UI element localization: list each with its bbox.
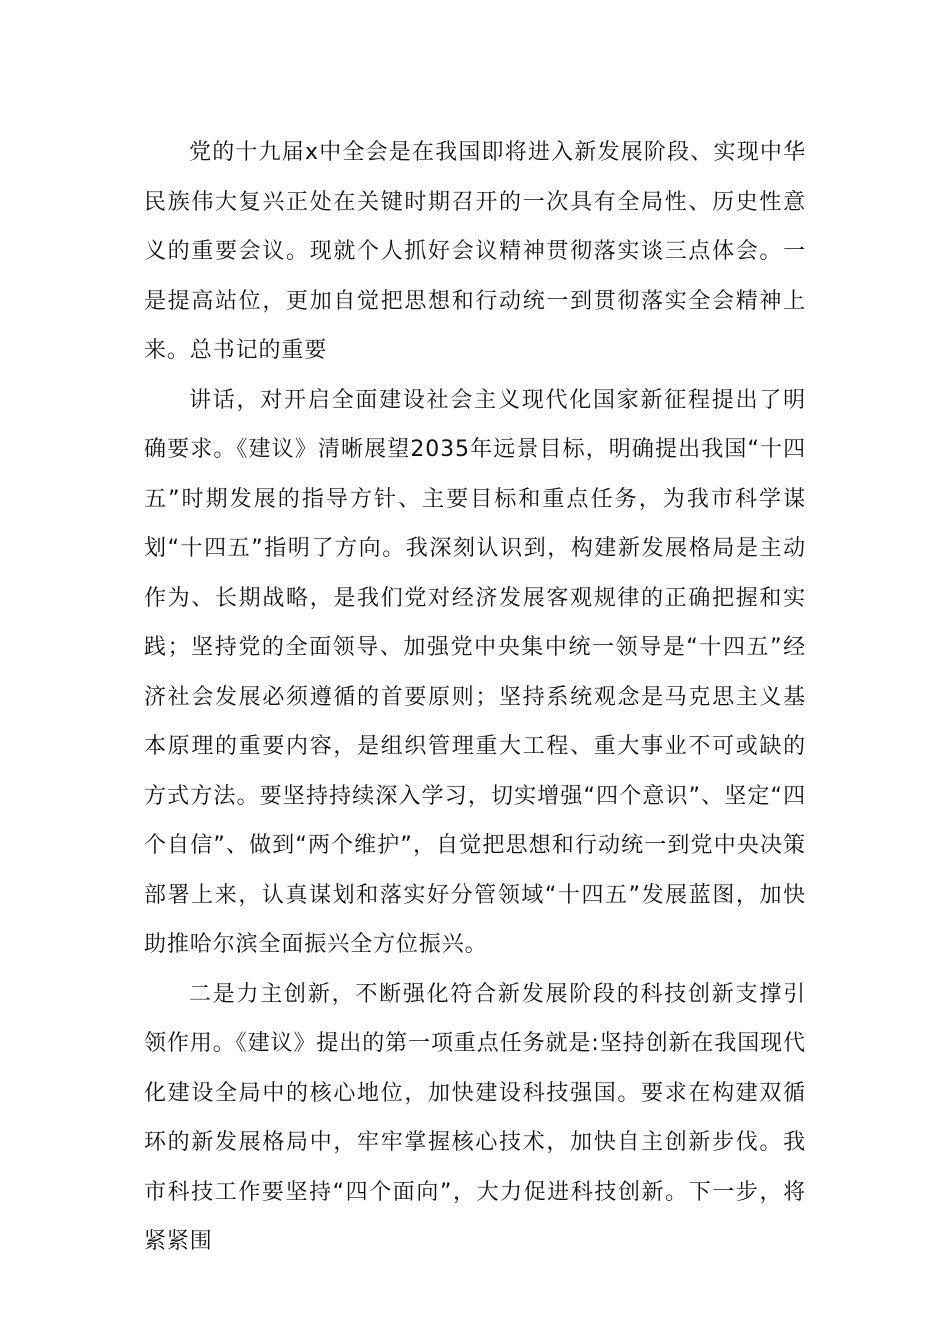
- paragraph-2: 讲话，对开启全面建设社会主义现代化国家新征程提出了明确要求。《建议》清晰展望2035年远景目标，明确提出我国“十四五”时期发展的指导方针、主要目标和重点任务，为我市科学谋划“十四五”指明了方向。我深刻认识到，构建新发展格局是主动作为、长期战略，是我们党对经济发展客观规律的正确把握和实践；坚持党的全面领导、加强党中央集中统一领导是“十四五”经济社会发展必须遵循的首要原则；坚持系统观念是马克思主义基本原理的重要内容，是组织管理重大工程、重大事业不可或缺的方式方法。要坚持持续深入学习，切实增强“四个意识”、坚定“四个自信”、做到“两个维护”，自觉把思想和行动统一到党中央决策部署上来，认真谋划和落实好分管领域“十四五”发展蓝图，加快助推哈尔滨全面振兴全方位振兴。: [144, 387, 806, 957]
- paragraph-3: 二是力主创新，不断强化符合新发展阶段的科技创新支撑引领作用。《建议》提出的第一项重点任务就是:坚持创新在我国现代化建设全局中的核心地位，加快建设科技强国。要求在构建双循环的新发展格局中，牢牢掌握核心技术，加快自主创新步伐。我市科技工作要坚持“四个面向”，大力促进科技创新。下一步，将紧紧围: [144, 981, 806, 1254]
- document-body: [144, 128, 806, 1267]
- paragraph-1: 党的十九届x中全会是在我国即将进入新发展阶段、实现中华民族伟大复兴正处在关键时期召开的一次具有全局性、历史性意义的重要会议。现就个人抓好会议精神贯彻落实谈三点体会。一是提高站位，更加自觉把思想和行动统一到贯彻落实全会精神上来。总书记的重要: [144, 140, 806, 363]
